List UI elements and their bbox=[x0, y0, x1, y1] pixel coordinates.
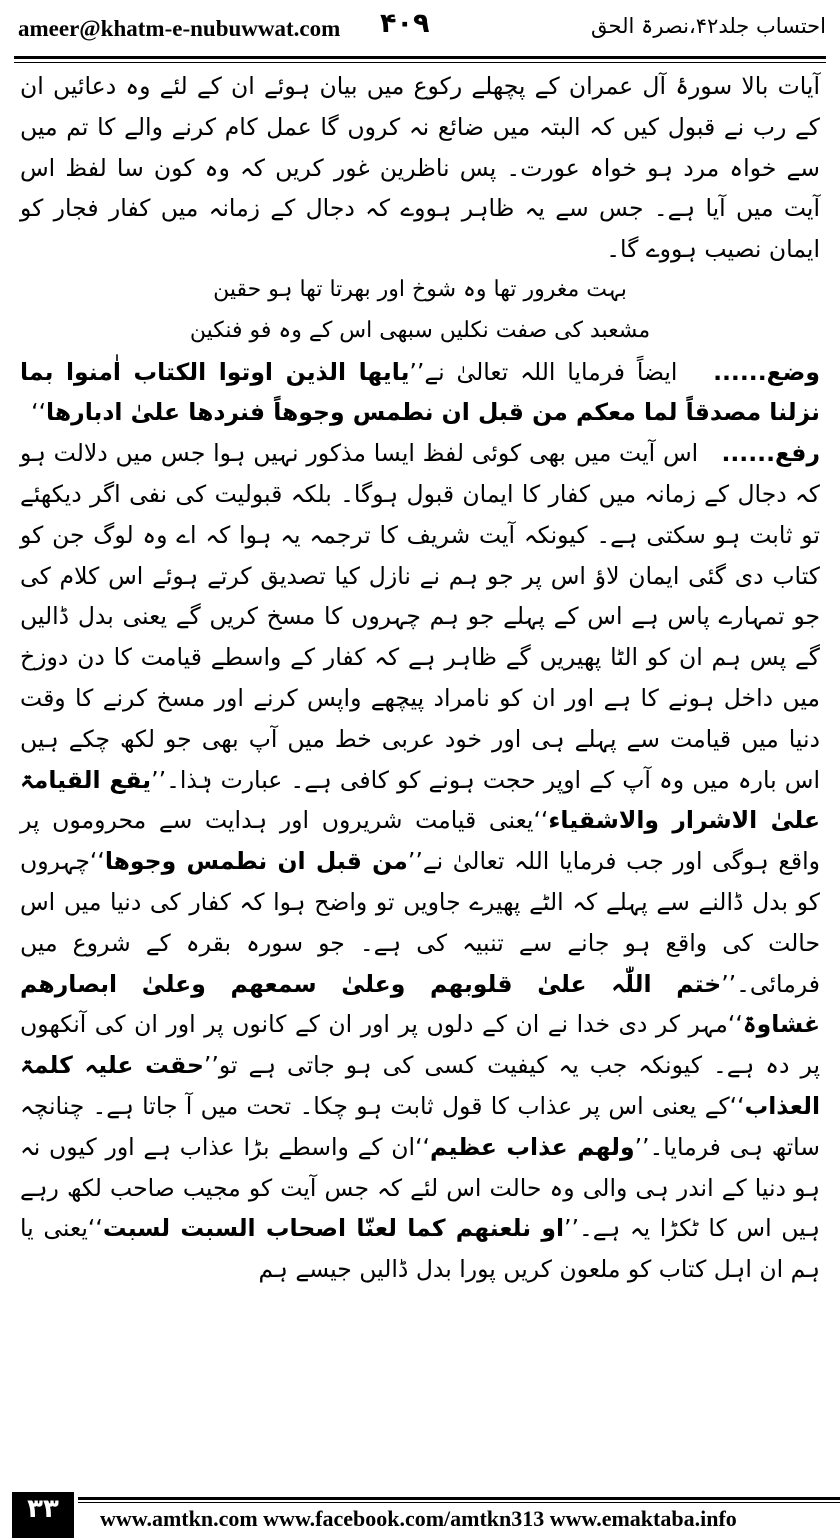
page-header bbox=[18, 8, 826, 58]
wada-label: وضع...... bbox=[713, 357, 820, 386]
rafa-text-4: ‘‘مہر کر دی خدا نے ان کے دلوں پر اور ان کے کانوں پر اور ان کی آنکھوں پر دہ ہے۔ کیونکہ جب یہ کیفیت کسی کی ہو جاتی ہے تو’’ bbox=[20, 1010, 820, 1080]
rafa-text-7: ‘‘یعنی یا ہم ان اہل کتاب کو ملعون کریں پورا بدل ڈالیں جیسے ہم bbox=[20, 1214, 820, 1284]
page-footer bbox=[0, 1492, 840, 1540]
header-email[interactable]: ameer@khatm-e-nubuwwat.com bbox=[18, 16, 341, 41]
arabic-quote-1: یقع القیامۃ علیٰ الاشرار والاشقیاء bbox=[20, 765, 820, 835]
arabic-quote-5: ولھم عذاب عظیم bbox=[430, 1132, 635, 1161]
footer-page-number: ۳۳ bbox=[27, 1494, 59, 1524]
verse-line-1: بہت مغرور تھا وہ شوخ اور بھرتا تھا ہو حقین bbox=[213, 276, 627, 302]
rafa-text-6: ‘‘ان کے واسطے بڑا عذاب ہے اور کیوں نہ ہو دنیا کے اندر ہی والی وہ حالت اس لئے کہ جس آیت کو مجیب صاحب لکھ رہے ہیں اس کا ٹکڑا یہ ہے۔’’ bbox=[20, 1132, 820, 1243]
arabic-quote-2: من قبل ان نطمس وجوھا bbox=[104, 847, 408, 876]
arabic-quote-4: حقت علیہ کلمۃ العذاب bbox=[20, 1051, 820, 1120]
arabic-quote-6: او نلعنھم کما لعنّا اصحاب السبت لسبت bbox=[102, 1214, 565, 1243]
paragraph-intro: آیات بالا سورۂ آل عمران کے پچھلے رکوع میں بیان ہوئے ان کے لئے وہ دعائیں ان کے رب نے قبول کیں کہ البتہ میں ضائع نہ کروں گا عمل کام کرنے والے کا تم میں سے خواہ مرد ہو خواہ عورت۔ پس ناظرین غور کریں کہ وہ کون سا لفظ اس آیت میں آیا ہے۔ جس سے یہ ظاہر ہووے کہ دجال کے زمانہ میں کفار فجار کو ایمان نصیب ہووے گا۔ bbox=[20, 72, 820, 264]
rafa-text-5: ‘‘کے یعنی اس پر عذاب کا قول ثابت ہو چکا۔ تحت میں آ جاتا ہے۔ چنانچہ ساتھ ہی فرمایا۔’’ bbox=[20, 1091, 820, 1161]
rafa-text-2: ‘‘یعنی قیامت شریروں اور ہدایت سے محروموں پر واقع ہوگی اور جب فرمایا اللہ تعالیٰ نے’’ bbox=[20, 806, 821, 876]
arabic-quote-3: ختم اللّٰہ علیٰ قلوبھم وعلیٰ سمعھم وعلیٰ ابصارھم غشاوۃ bbox=[20, 969, 820, 1039]
footer-rule-thin bbox=[78, 1502, 840, 1503]
paragraph-wada bbox=[20, 352, 820, 434]
header-running-title: احتساب جلد۴۲،نصرۃ الحق bbox=[591, 14, 826, 38]
footer-links[interactable]: www.amtkn.com www.facebook.com/amtkn313 www.emaktaba.info bbox=[100, 1506, 737, 1531]
rafa-text-3: ‘‘چہروں کو بدل ڈالنے سے پہلے کہ الٹے پھیرے جاویں تو واضح ہوا کہ کفار کی دنیا میں اس حالت کی واقع ہو جانے سے تنبیہ کی ہے۔ جو سورہ بقرہ کے شروع میں فرمائی۔’’ bbox=[20, 847, 820, 998]
page-body bbox=[20, 66, 820, 1484]
paragraph-rafa bbox=[20, 433, 820, 1290]
rafa-label: رفع...... bbox=[721, 439, 820, 468]
header-rule-thin bbox=[14, 62, 826, 63]
header-rule bbox=[14, 56, 826, 59]
wada-arabic: یایھا الذین اوتوا الکتاب اٰمنوا بما نزلنا مصدقاً لما معکم من قبل ان نطمس وجوھاً فنردھا علیٰ ادبارھا bbox=[20, 357, 820, 427]
verse-line-2: مشعبد کی صفت نکلیں سبھی اس کے وہ فو فنکین bbox=[189, 317, 651, 343]
wada-text: ایضاً فرمایا اللہ تعالیٰ نے’’ bbox=[409, 357, 678, 386]
footer-rule bbox=[78, 1497, 840, 1500]
rafa-text: اس آیت میں بھی کوئی لفظ ایسا مذکور نہیں ہوا جس میں دلالت ہو کہ دجال کے زمانہ میں کفار کا ایمان قبول ہوگا۔ بلکہ قبولیت کی نفی اگر دیکھئے تو ثابت ہو سکتی ہے۔ کیونکہ آیت شریف کا ترجمہ یہ ہوا کہ اے وہ لوگ جن کو کتاب دی گئی ایمان لاؤ اس پر جو ہم نے نازل کیا تصدیق کرتے ہوئے اس کلام کی جو تمہارے پاس ہے اس کے پہلے جو ہم چہروں کا مسخ کریں گے یعنی بدل ڈالیں گے پس ہم ان کو الٹا پھیریں گے ظاہر ہے کہ کفار کے واسطے قیامت کا دن دوزخ میں داخل ہونے کا ہے اور ان کو نامراد پیچھے واپس کرنے اور مسخ کرنے کا وقت دنیا میں قیامت سے پہلے ہی اور خود عربی خط میں آپ بھی جو لکھ چکے ہیں اس بارہ میں وہ آپ کے اوپر حجت ہونے کو کافی ہے۔ عبارت ہٰذا۔’’ bbox=[20, 439, 820, 794]
wada-close: ‘‘ bbox=[31, 398, 47, 427]
header-page-number: ۴۰۹ bbox=[380, 8, 430, 39]
